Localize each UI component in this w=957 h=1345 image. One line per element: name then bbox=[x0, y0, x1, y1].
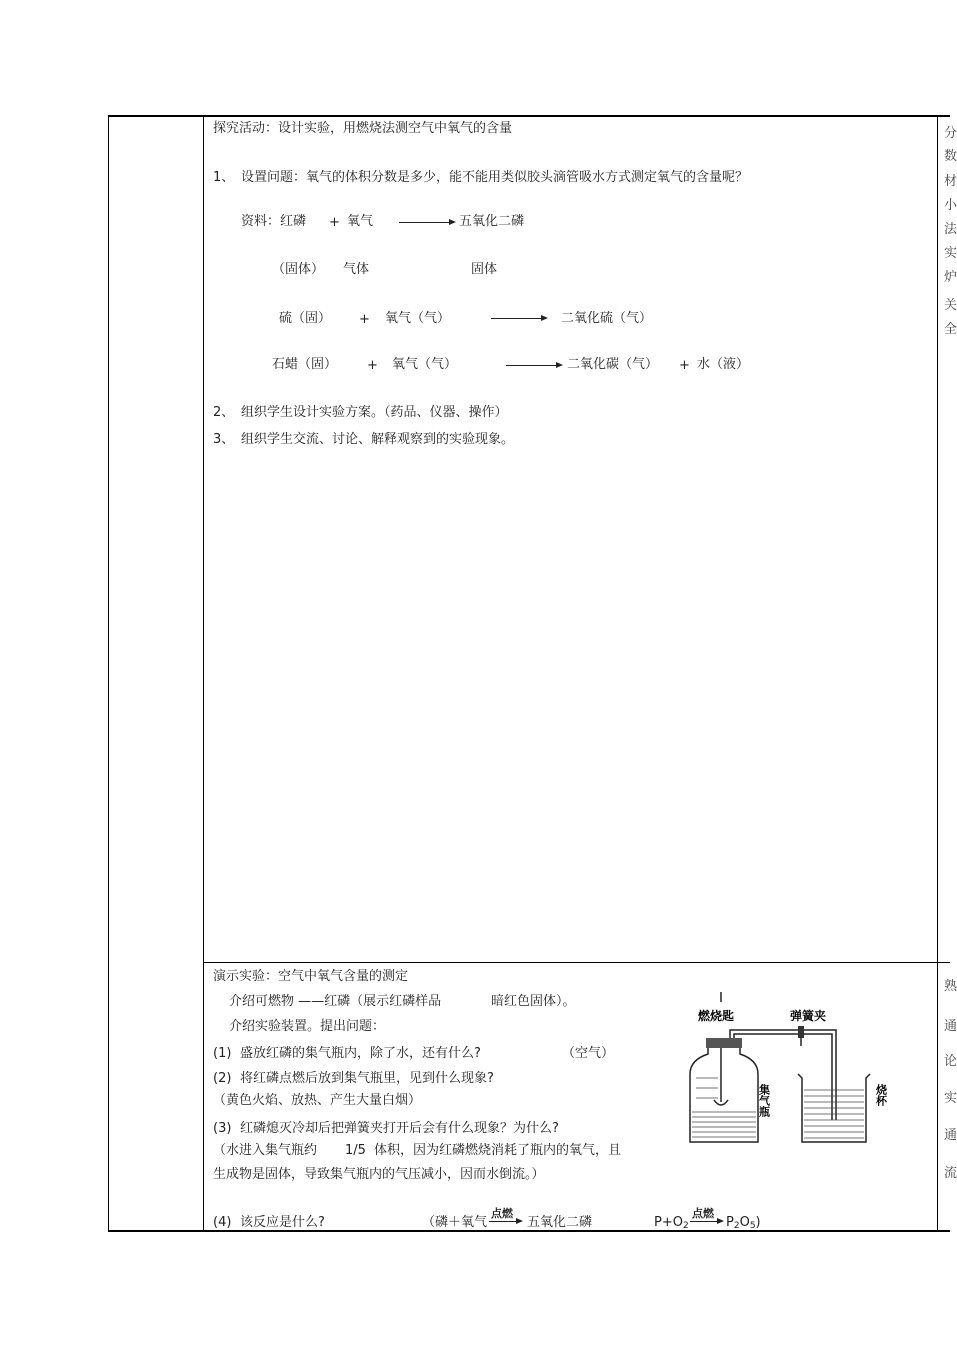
plus-sign: + bbox=[329, 215, 340, 230]
word-equation-reactants: （磷＋氧气 bbox=[422, 1215, 488, 1230]
edge-char: 小 bbox=[944, 198, 957, 213]
plus-sign: + bbox=[359, 312, 370, 327]
point-1-text: 盛放红磷的集气瓶内，除了水，还有什么? bbox=[240, 1046, 481, 1061]
column-divider-1 bbox=[203, 115, 204, 1232]
material-red-phosphorus: 资料：红磷 bbox=[241, 214, 307, 229]
point-1-number: (1) bbox=[213, 1046, 232, 1061]
word-equation-product: 五氧化二磷 bbox=[527, 1215, 593, 1230]
point-3-number: (3) bbox=[213, 1121, 232, 1136]
point-3-answer-fraction: 1/5 bbox=[345, 1143, 366, 1158]
edge-char: 熟 bbox=[944, 979, 957, 994]
edge-char: 流 bbox=[944, 1166, 957, 1181]
plus-sign: + bbox=[367, 358, 378, 373]
point-3-answer-a: （水进入集气瓶约 bbox=[213, 1143, 318, 1158]
oxygen-gas-label: 氧气（气） bbox=[385, 311, 451, 326]
point-2-answer: （黄色火焰、放热、产生大量白烟） bbox=[213, 1093, 422, 1108]
reaction-arrow-icon bbox=[491, 318, 546, 319]
column-divider-2 bbox=[937, 115, 938, 1232]
edge-char: 关 bbox=[944, 298, 957, 313]
formula-product: $P_2O_5$) bbox=[726, 1215, 761, 1231]
edge-char: 数 bbox=[944, 149, 957, 164]
edge-char: 实 bbox=[944, 1091, 957, 1106]
question-3-number: 3、 bbox=[213, 432, 235, 447]
product-water: 水（液） bbox=[697, 357, 750, 372]
question-1-number: 1、 bbox=[213, 170, 235, 185]
label-beaker: 烧杯 bbox=[874, 1084, 888, 1106]
product-so2: 二氧化硫（气） bbox=[561, 311, 653, 326]
sulfur-label: 硫（固） bbox=[279, 311, 332, 326]
reaction-arrow-icon bbox=[399, 222, 454, 223]
edge-char: 法 bbox=[944, 222, 957, 237]
ignite-condition: 点燃 bbox=[491, 1207, 513, 1220]
question-1-text: 设置问题：氧气的体积分数是多少，能不能用类似胶头滴管吸水方式测定氧气的含量呢？ bbox=[241, 170, 749, 185]
section1-heading: 探究活动：设计实验，用燃烧法测空气中氧气的含量 bbox=[213, 121, 513, 136]
edge-char: 实 bbox=[944, 246, 957, 261]
edge-char: 通 bbox=[944, 1128, 957, 1143]
edge-char: 论 bbox=[944, 1054, 957, 1069]
intro-apparatus: 介绍实验装置。提出问题： bbox=[229, 1019, 386, 1034]
edge-char: 分 bbox=[944, 126, 957, 141]
oxygen-label: 氧气 bbox=[347, 214, 374, 229]
row-divider bbox=[203, 962, 950, 963]
point-3-answer-2: 生成物是固体，导致集气瓶内的气压减小，因而水倒流。） bbox=[213, 1167, 545, 1182]
question-2-text: 组织学生设计实验方案。（药品、仪器、操作） bbox=[241, 405, 508, 420]
intro-combustible: 介绍可燃物 ——红磷（展示红磷样品 bbox=[229, 994, 442, 1009]
edge-char: 全 bbox=[944, 322, 957, 337]
reaction-arrow-icon bbox=[506, 365, 561, 366]
label-clamp: 弹簧夹 bbox=[790, 1009, 827, 1023]
point-2-text: 将红磷点燃后放到集气瓶里，见到什么现象? bbox=[240, 1071, 494, 1086]
edge-char: 炉 bbox=[944, 270, 957, 285]
plus-sign: + bbox=[679, 358, 690, 373]
point-2-number: (2) bbox=[213, 1071, 232, 1086]
label-spoon: 燃烧匙 bbox=[698, 1009, 735, 1023]
apparatus-diagram bbox=[686, 990, 900, 1150]
state-solid: 固体 bbox=[471, 262, 498, 277]
section2-heading: 演示实验：空气中氧气含量的测定 bbox=[213, 969, 409, 984]
question-2-number: 2、 bbox=[213, 405, 235, 420]
ignite-condition: 点燃 bbox=[692, 1207, 714, 1220]
point-1-answer: （空气） bbox=[562, 1046, 615, 1061]
question-3-text: 组织学生交流、讨论、解释观察到的实验现象。 bbox=[241, 432, 515, 447]
intro-combustible-b: 暗红色固体）。 bbox=[491, 994, 576, 1009]
label-bottle: 集气瓶 bbox=[757, 1084, 771, 1117]
oxygen-gas-label: 氧气（气） bbox=[392, 357, 458, 372]
reaction-arrow-icon bbox=[489, 1221, 521, 1222]
state-solid-paren: （固体） bbox=[272, 262, 325, 277]
paraffin-label: 石蜡（固） bbox=[272, 357, 338, 372]
point-3-answer-c: 体积，因为红磷燃烧消耗了瓶内的氧气，且 bbox=[374, 1143, 622, 1158]
product-co2: 二氧化碳（气） bbox=[567, 357, 659, 372]
table-top-border bbox=[108, 115, 950, 117]
point-4-text: 该反应是什么? bbox=[240, 1215, 325, 1230]
table-bottom-border bbox=[108, 1230, 950, 1232]
point-3-text: 红磷熄灭冷却后把弹簧夹打开后会有什么现象？为什么? bbox=[240, 1121, 559, 1136]
table-left-border bbox=[108, 115, 109, 1232]
edge-char: 通 bbox=[944, 1019, 957, 1034]
formula-reactants: $P+O_2$ bbox=[654, 1215, 689, 1231]
state-gas: 气体 bbox=[343, 262, 370, 277]
product-p2o5: 五氧化二磷 bbox=[459, 214, 525, 229]
reaction-arrow-icon bbox=[690, 1221, 722, 1222]
point-4-number: (4) bbox=[213, 1215, 232, 1230]
edge-char: 材 bbox=[944, 174, 957, 189]
